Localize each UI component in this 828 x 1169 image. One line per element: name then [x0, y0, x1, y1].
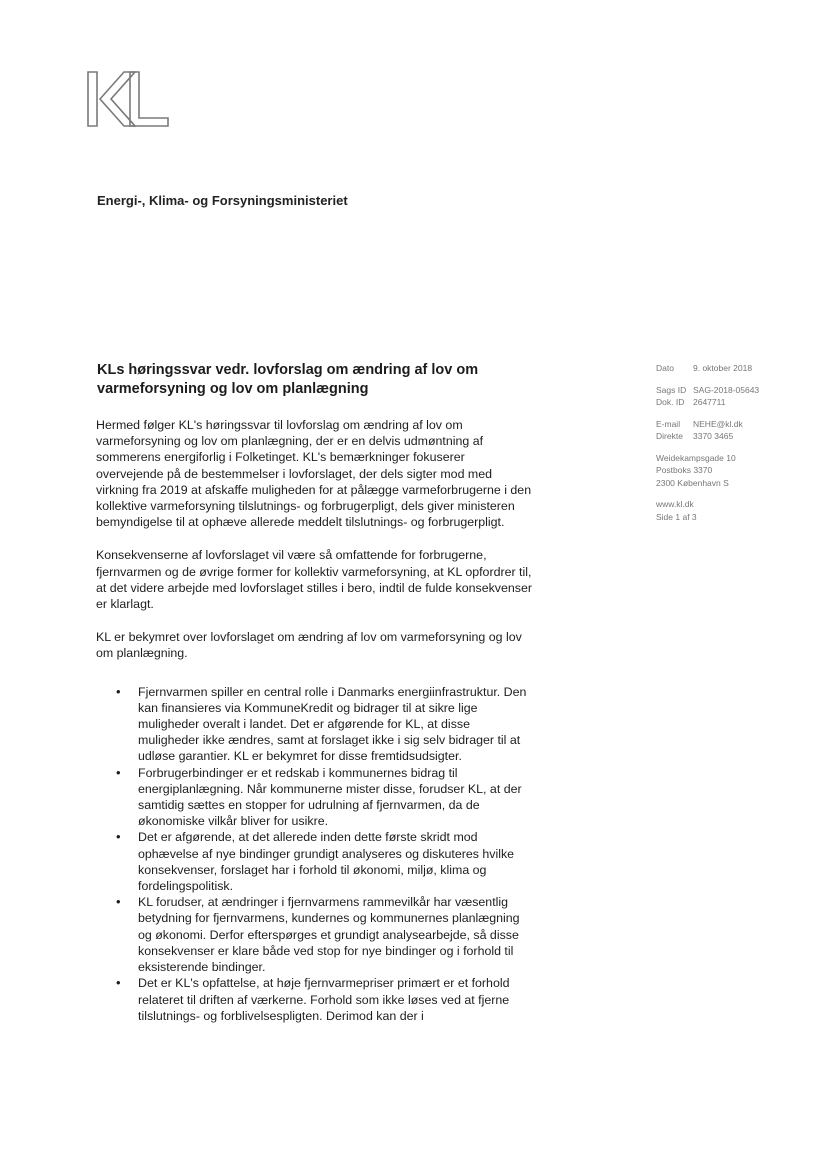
document-title: KLs høringssvar vedr. lovforslag om ændring af lov om varmeforsyning og lov om planlægning: [97, 362, 479, 397]
date-label: Dato: [656, 363, 674, 373]
direct-phone-value: 3370 3465: [693, 431, 734, 441]
body-paragraph: Hermed følger KL's høringssvar til lovforslag om ændring af lov om varmeforsyning og lov om planlægning, der er en delvis udmøntning af sommerens energiforlig i Folketinget. KL's bemærkninger fokuserer overvejende på de bestemmelser i lovforslaget, der dels sigter mod med virkning fra 2019 at afskaffe muligheden for at pålægge varmeforbrugerne i den kollektive varmeforsyning tilslutnings- og forbrugerpligt, dels giver ministeren bemyndigelse til at ophæve allerede meddelt tilslutnings- og forbrugerpligt.: [96, 418, 532, 530]
list-item: • Forbrugerbindinger er et redskab i kommunernes bidrag til energiplanlægning. Når kommunerne mister disse, forudser KL, at der samtidig sættes en stopper for udrulning af fjernvarmen, da de økonomiske vilkår bliver for usikre.: [116, 765, 532, 830]
doc-id-label: Dok. ID: [656, 397, 685, 407]
document-body: [96, 417, 532, 1024]
case-id-label: Sags ID: [656, 384, 687, 395]
recipient: Energi-, Klima- og Forsyningsministeriet: [97, 193, 348, 208]
email-label: E-mail: [656, 418, 681, 429]
list-item: • KL forudser, at ændringer i fjernvarmens rammevilkår har væsentlig betydning for fjernvarmens, kundernes og kommunernes planlægning og økonomi. Derfor efterspørges et grundigt analysearbejde, så disse konsekvenser er klare både ved stop for nye bindinger og i forhold til eksisterende bindinger.: [116, 894, 532, 975]
concern-list: [96, 684, 532, 1024]
address-line: Postboks 3370: [656, 465, 713, 475]
date-value: 9. oktober 2018: [693, 363, 753, 373]
list-item: • Fjernvarmen spiller en central rolle i Danmarks energiinfrastruktur. Den kan finansieres via KommuneKredit og bidrager til at sikre lige muligheder overalt i landet. Det er afgørende for KL, at disse muligheder ikke ændres, samt at forslaget ikke i sig selv bidrager til at udløse garantier. KL er bekymret for disse fremtidsudsigter.: [116, 684, 532, 765]
body-paragraph: Konsekvenserne af lovforslaget vil være så omfattende for forbrugerne, fjernvarmen og de øvrige former for kollektiv varmeforsyning, at KL opfordrer til, at det videre arbejde med lovforslaget stilles i bero, indtil de fulde konsekvenser er klarlagt.: [96, 548, 532, 612]
case-id-value: SAG-2018-05643: [693, 384, 760, 395]
doc-id-value: 2647711: [693, 397, 726, 407]
page-number: Side 1 af 3: [656, 511, 697, 522]
kl-logo: [86, 70, 170, 128]
address-line: Weidekampsgade 10: [656, 452, 736, 463]
list-item: • Det er KL's opfattelse, at høje fjernvarmepriser primært er et forhold relateret til driften af værkerne. Forhold som ikke løses ved at fjerne tilslutnings- og forblivelsespligten. Derimod kan der i: [116, 975, 532, 1024]
address-line: 2300 København S: [656, 477, 729, 488]
list-item: • Det er afgørende, at det allerede inden dette første skridt mod ophævelse af nye bindinger grundigt analyseres og diskuteres hvilke konsekvenser, forslaget har i forhold til økonomi, miljø, klima og fordelingspolitisk.: [116, 829, 532, 894]
website: www.kl.dk: [656, 499, 694, 509]
email-value: NEHE@kl.dk: [693, 418, 743, 429]
document-metadata: [656, 362, 816, 532]
direct-phone-label: Direkte: [656, 431, 683, 441]
body-paragraph: KL er bekymret over lovforslaget om ændring af lov om varmeforsyning og lov om planlægning.: [96, 630, 522, 661]
